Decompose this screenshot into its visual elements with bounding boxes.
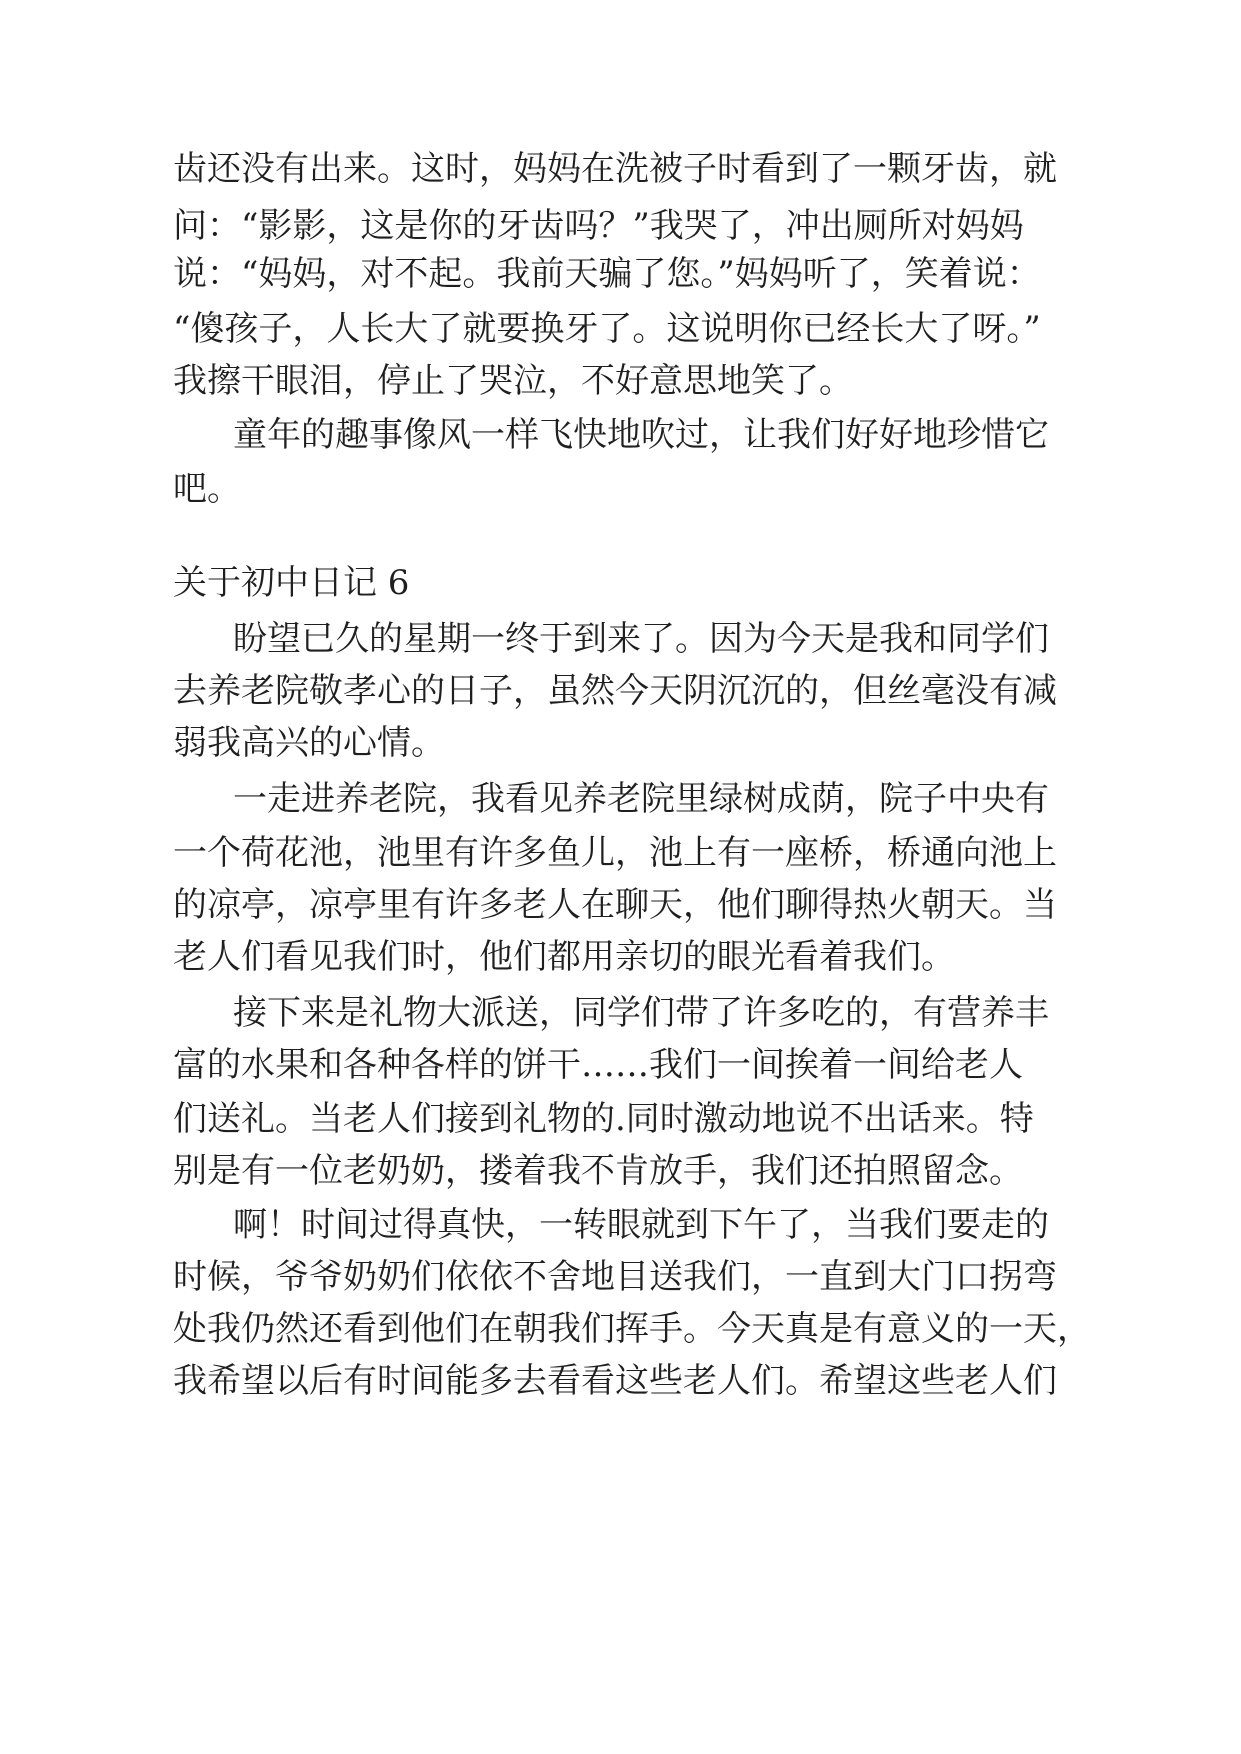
text-line-2: 问：“影影，这是你的牙齿吗？”我哭了，冲出厕所对妈妈 [173,206,1024,246]
text-line-11: 弱我高兴的心情。 [173,723,445,763]
text-line-14: 的凉亭，凉亭里有许多老人在聊天，他们聊得热火朝天。当 [173,885,1057,925]
paragraph-indent-line: 童年的趣事像风一样飞快地吹过，让我们好好地珍惜它 [233,415,1049,455]
text-line-7: 吧。 [173,469,241,509]
text-line-1: 齿还没有出来。这时，妈妈在洗被子时看到了一颗牙齿，就 [173,149,1057,189]
text-line-22: 处我仍然还看到他们在朝我们挥手。今天真是有意义的一天， [173,1309,1091,1349]
text-line-10: 去养老院敬孝心的日子，虽然今天阴沉沉的，但丝毫没有减 [173,671,1057,711]
text-line-13: 一个荷花池，池里有许多鱼儿，池上有一座桥，桥通向池上 [173,833,1057,873]
text-line-17: 富的水果和各种各样的饼干……我们一间挨着一间给老人 [173,1045,1023,1085]
section-title: 关于初中日记 6 [173,563,410,603]
text-line-23: 我希望以后有时间能多去看看这些老人们。希望这些老人们 [173,1361,1057,1401]
text-line-15: 老人们看见我们时，他们都用亲切的眼光看着我们。 [173,937,955,977]
text-line-18: 们送礼。当老人们接到礼物的.同时激动地说不出话来。特 [173,1099,1034,1139]
paragraph-indent-line: 盼望已久的星期一终于到来了。因为今天是我和同学们 [233,619,1049,659]
text-line-5: 我擦干眼泪，停止了哭泣，不好意思地笑了。 [173,361,853,401]
text-line-19: 别是有一位老奶奶，搂着我不肯放手，我们还拍照留念。 [173,1151,1023,1191]
text-line-3: 说：“妈妈，对不起。我前天骗了您。”妈妈听了，笑着说： [173,254,1041,294]
paragraph-indent-line: 接下来是礼物大派送，同学们带了许多吃的，有营养丰 [233,993,1049,1033]
paragraph-indent-line: 啊！时间过得真快，一转眼就到下午了，当我们要走的 [233,1205,1049,1245]
text-line-4: “傻孩子，人长大了就要换牙了。这说明你已经长大了呀。” [173,309,1041,349]
text-line-21: 时候，爷爷奶奶们依依不舍地目送我们，一直到大门口拐弯 [173,1257,1057,1297]
paragraph-indent-line: 一走进养老院，我看见养老院里绿树成荫，院子中央有 [233,779,1049,819]
